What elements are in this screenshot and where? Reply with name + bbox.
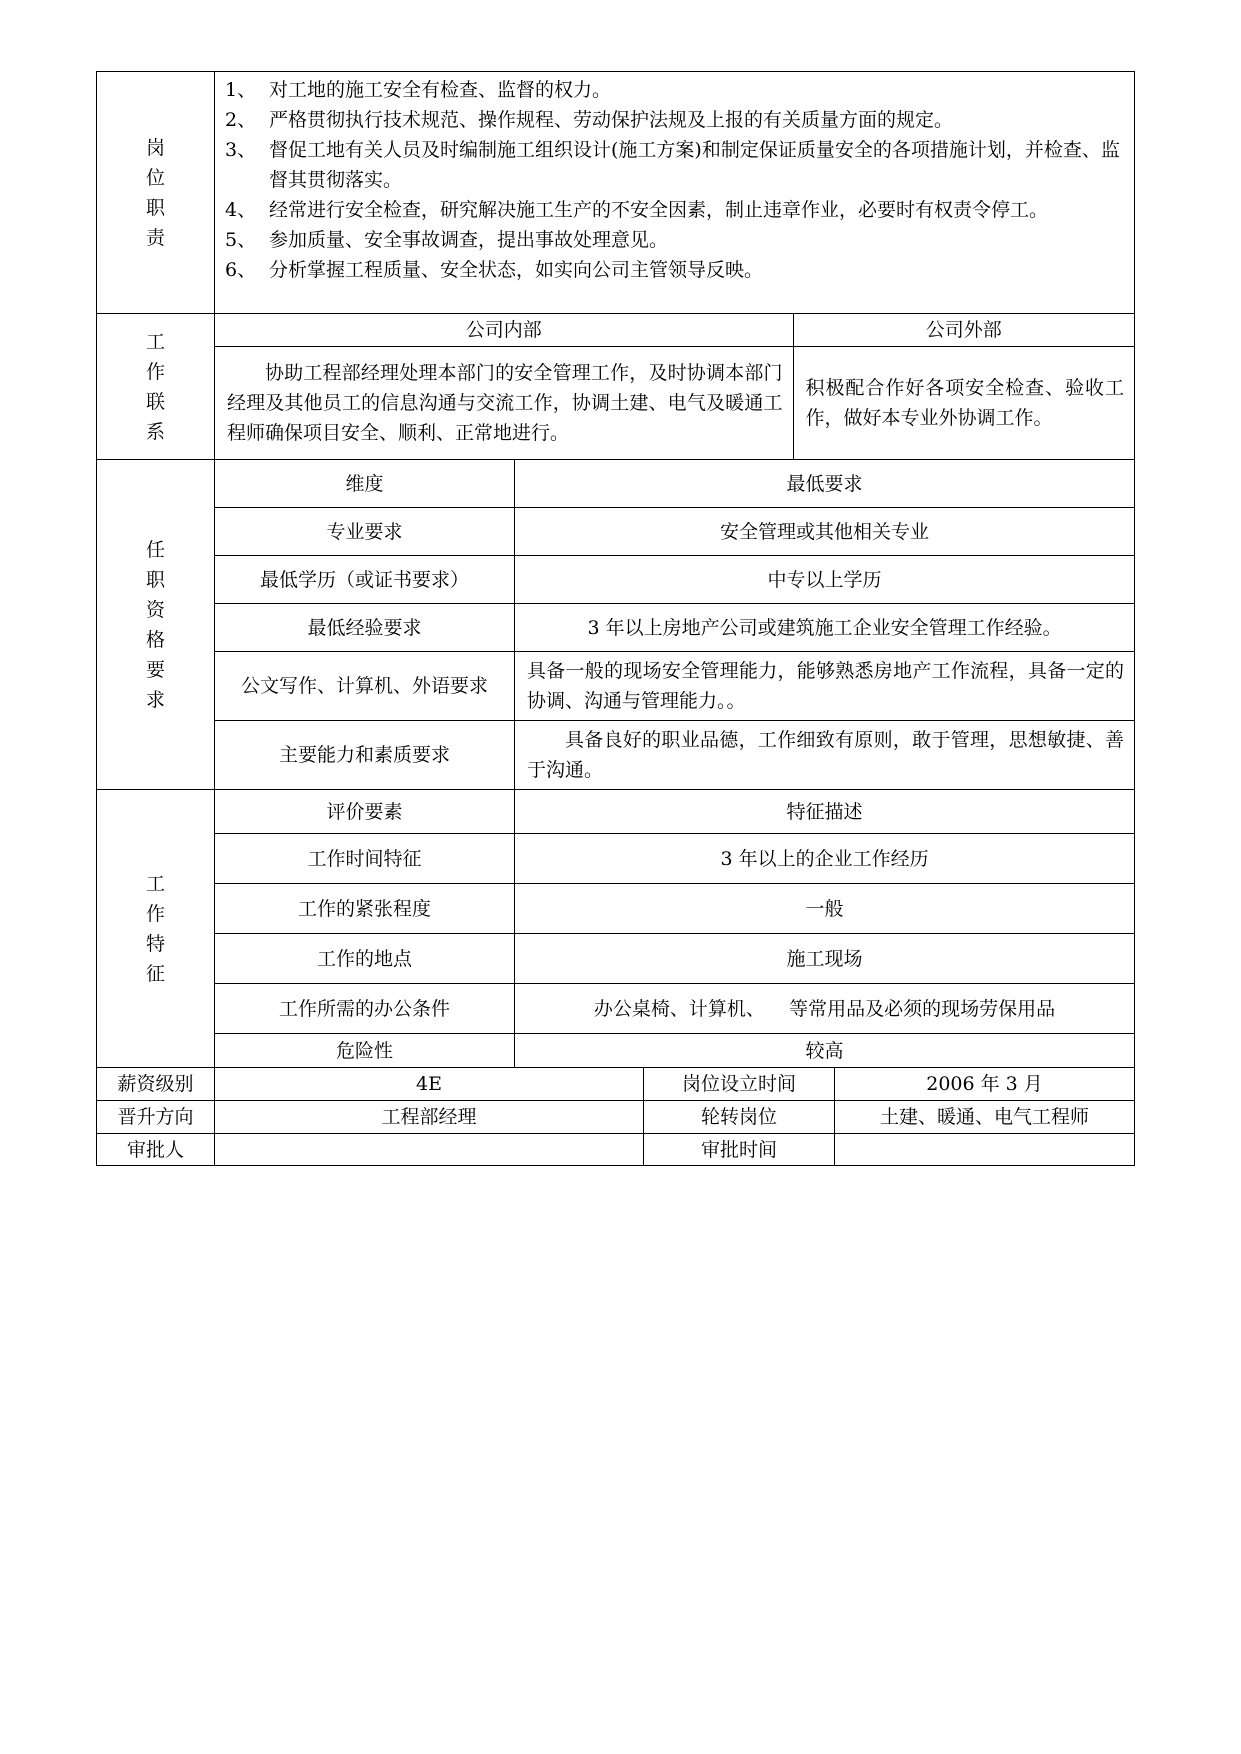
internal-header: 公司内部 xyxy=(465,318,542,341)
qualifications-label: 任 职 资 格 要 求 xyxy=(97,460,215,790)
dimension-header: 维度 xyxy=(215,460,515,508)
list-item: 3、 督促工地有关人员及时编制施工组织设计(施工方案)和制定保证质量安全的各项措施计划，并检查、监督其贯彻落实。 xyxy=(225,139,1120,191)
contacts-label: 工 作 联 系 xyxy=(97,314,215,460)
factor-cell: 危险性 xyxy=(215,1034,515,1068)
approval-row xyxy=(97,1134,1135,1166)
approver-value xyxy=(215,1134,644,1166)
desc-cell: 办公桌椅、计算机、 等常用品及必须的现场劳保用品 xyxy=(515,984,1135,1034)
desc-cell: 施工现场 xyxy=(515,934,1135,984)
duties-label: 岗 位 职 责 xyxy=(97,72,215,314)
desc-header: 特征描述 xyxy=(515,790,1135,834)
approver-label: 审批人 xyxy=(97,1134,215,1166)
requirement-header: 最低要求 xyxy=(515,460,1135,508)
rotation-label: 轮转岗位 xyxy=(644,1101,835,1134)
setup-time-value: 2006 年 3 月 xyxy=(835,1068,1135,1101)
job-description-page xyxy=(96,71,1134,1166)
table-row xyxy=(97,834,1135,884)
list-item: 6、 分析掌握工程质量、安全状态，如实向公司主管领导反映。 xyxy=(225,259,764,281)
desc-cell: 一般 xyxy=(515,884,1135,934)
desc-cell: 较高 xyxy=(515,1034,1135,1068)
salary-label: 薪资级别 xyxy=(97,1068,215,1101)
dimension-cell: 最低经验要求 xyxy=(215,604,515,652)
external-text: 积极配合作好各项安全检查、验收工作，做好本专业外协调工作。 xyxy=(793,346,1134,459)
salary-row xyxy=(97,1068,1135,1101)
factor-cell: 工作时间特征 xyxy=(215,834,515,884)
table-row xyxy=(97,721,1135,790)
qualifications-header-row xyxy=(97,460,1135,508)
list-item: 1、 对工地的施工安全有检查、监督的权力。 xyxy=(225,79,612,101)
list-item: 4、 经常进行安全检查，研究解决施工生产的不安全因素，制止违章作业，必要时有权责令停工。 xyxy=(225,199,1049,221)
salary-value: 4E xyxy=(215,1068,644,1101)
list-item: 5、 参加质量、安全事故调查，提出事故处理意见。 xyxy=(225,229,669,251)
factor-header: 评价要素 xyxy=(215,790,515,834)
contacts-section xyxy=(97,314,1135,460)
factor-cell: 工作的地点 xyxy=(215,934,515,984)
duties-list xyxy=(215,72,1135,314)
desc-cell: 3 年以上的企业工作经历 xyxy=(515,834,1135,884)
external-header: 公司外部 xyxy=(793,314,1134,346)
requirement-cell: 安全管理或其他相关专业 xyxy=(515,508,1135,556)
dimension-cell: 专业要求 xyxy=(215,508,515,556)
features-label: 工 作 特 征 xyxy=(97,790,215,1068)
setup-time-label: 岗位设立时间 xyxy=(644,1068,835,1101)
dimension-cell: 最低学历（或证书要求） xyxy=(215,556,515,604)
table-row xyxy=(97,984,1135,1034)
table-row xyxy=(97,556,1135,604)
contacts-content xyxy=(215,314,1135,460)
promotion-row xyxy=(97,1101,1135,1134)
features-header-row xyxy=(97,790,1135,834)
table-row xyxy=(97,934,1135,984)
requirement-cell: 中专以上学历 xyxy=(515,556,1135,604)
dimension-cell: 主要能力和素质要求 xyxy=(215,721,515,790)
approval-time-label: 审批时间 xyxy=(644,1134,835,1166)
requirement-cell: 3 年以上房地产公司或建筑施工企业安全管理工作经验。 xyxy=(515,604,1135,652)
approval-time-value xyxy=(835,1134,1135,1166)
job-description-table xyxy=(96,71,1135,1166)
internal-text: 协助工程部经理处理本部门的安全管理工作，及时协调本部门经理及其他员工的信息沟通与交流工作，协调土建、电气及暖通工程师确保项目安全、顺利、正常地进行。 xyxy=(215,346,793,459)
table-row xyxy=(97,604,1135,652)
table-row xyxy=(97,508,1135,556)
factor-cell: 工作所需的办公条件 xyxy=(215,984,515,1034)
promotion-label: 晋升方向 xyxy=(97,1101,215,1134)
dimension-cell: 公文写作、计算机、外语要求 xyxy=(215,652,515,721)
factor-cell: 工作的紧张程度 xyxy=(215,884,515,934)
duties-section xyxy=(97,72,1135,314)
rotation-value: 土建、暖通、电气工程师 xyxy=(835,1101,1135,1134)
promotion-value: 工程部经理 xyxy=(215,1101,644,1134)
table-row xyxy=(97,1034,1135,1068)
list-item: 2、 严格贯彻执行技术规范、操作规程、劳动保护法规及上报的有关质量方面的规定。 xyxy=(225,109,954,131)
table-row xyxy=(97,884,1135,934)
requirement-cell: 具备良好的职业品德，工作细致有原则，敢于管理，思想敏捷、善于沟通。 xyxy=(515,721,1135,790)
table-row xyxy=(97,652,1135,721)
requirement-cell: 具备一般的现场安全管理能力，能够熟悉房地产工作流程，具备一定的协调、沟通与管理能力。。 xyxy=(515,652,1135,721)
